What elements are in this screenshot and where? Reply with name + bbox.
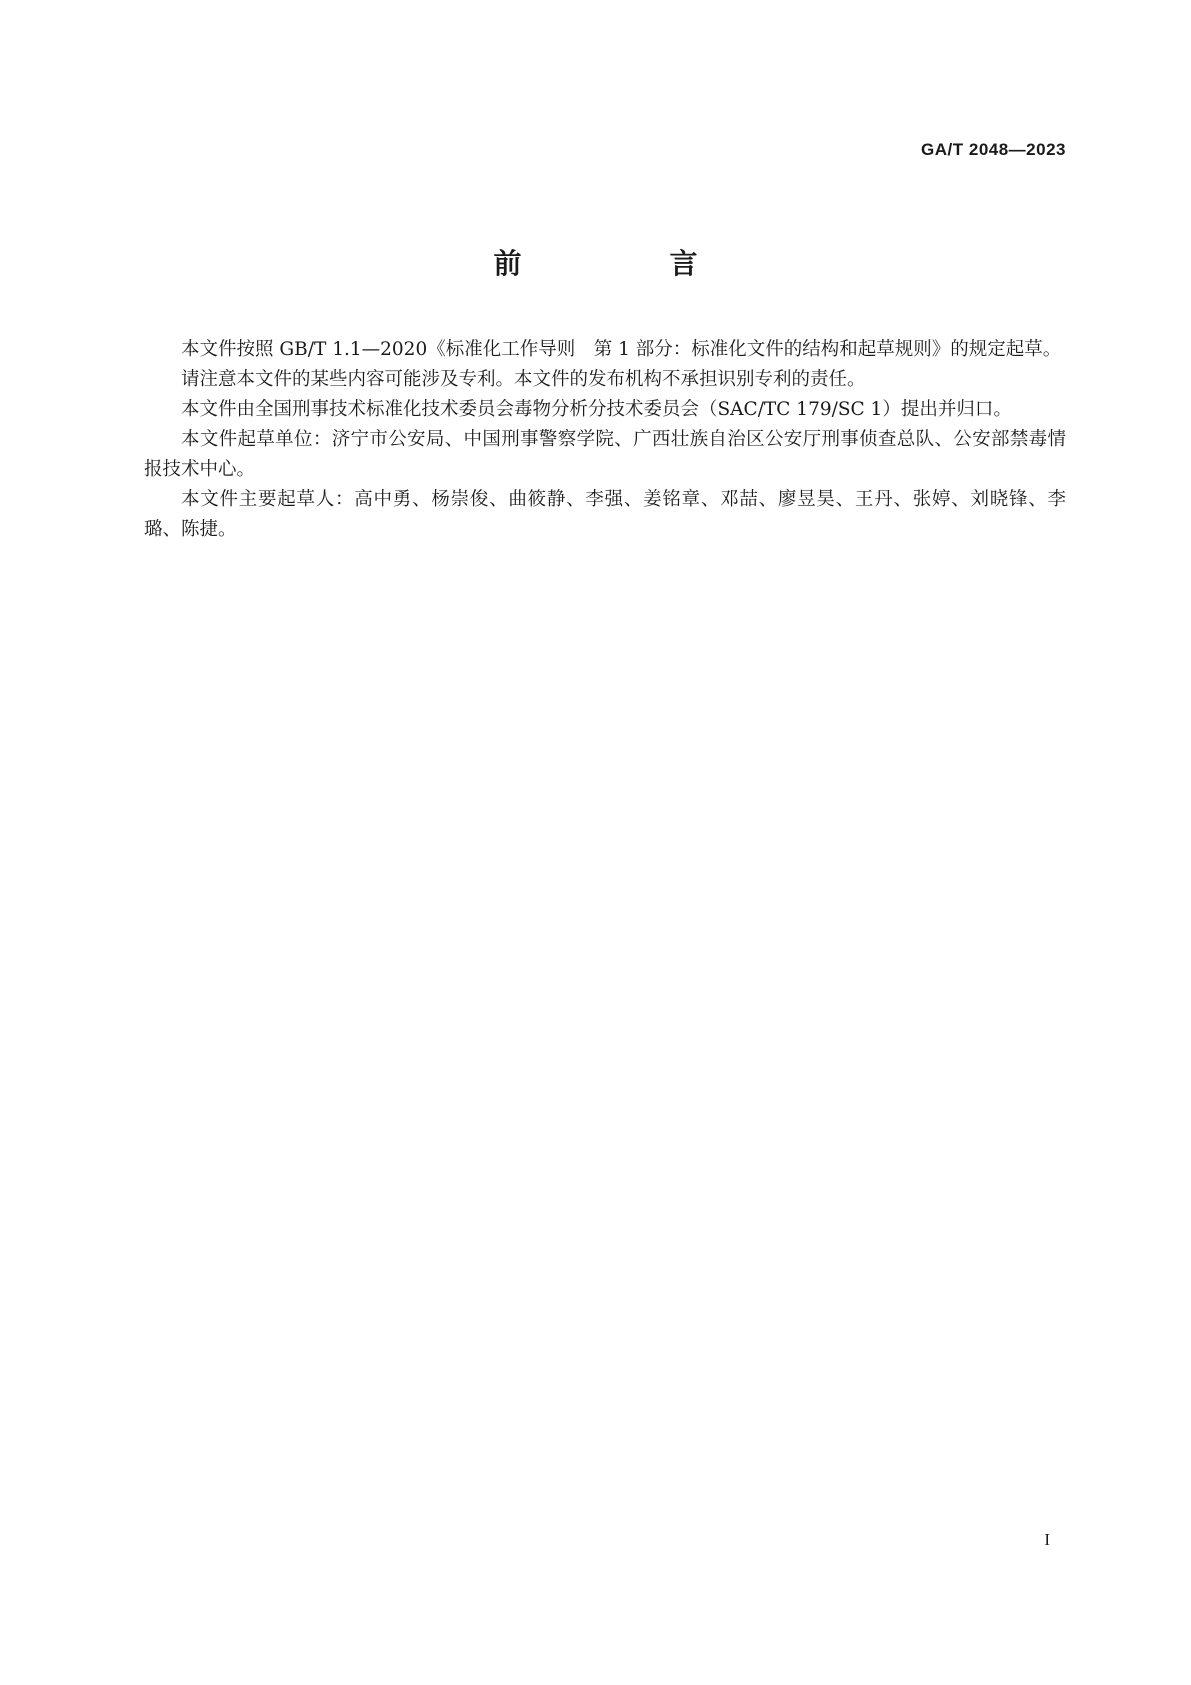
page-title: 前 言 (493, 247, 758, 280)
paragraph-patent-notice: 请注意本文件的某些内容可能涉及专利。本文件的发布机构不承担识别专利的责任。 (181, 369, 866, 390)
paragraph-drafting-rules: 本文件按照 GB/T 1.1—2020《标准化工作导则 第 1 部分：标准化文件的结构和起草规则》的规定起草。 (181, 339, 1062, 360)
paragraph-proposer: 本文件由全国刑事技术标准化技术委员会毒物分析分技术委员会（SAC/TC 179/SC 1）提出并归口。 (181, 399, 1012, 420)
foreword-body (144, 335, 1066, 545)
paragraph-drafting-units: 本文件起草单位：济宁市公安局、中国刑事警察学院、广西壮族自治区公安厅刑事侦查总队、公安部禁毒情报技术中心。 (144, 429, 1066, 480)
page-number: I (1044, 1530, 1050, 1549)
paragraph-drafters: 本文件主要起草人：高中勇、杨崇俊、曲筱静、李强、姜铭章、邓喆、廖昱昊、王丹、张婷、刘晓锋、李璐、陈捷。 (144, 489, 1066, 540)
standard-number: GA/T 2048—2023 (921, 140, 1066, 159)
